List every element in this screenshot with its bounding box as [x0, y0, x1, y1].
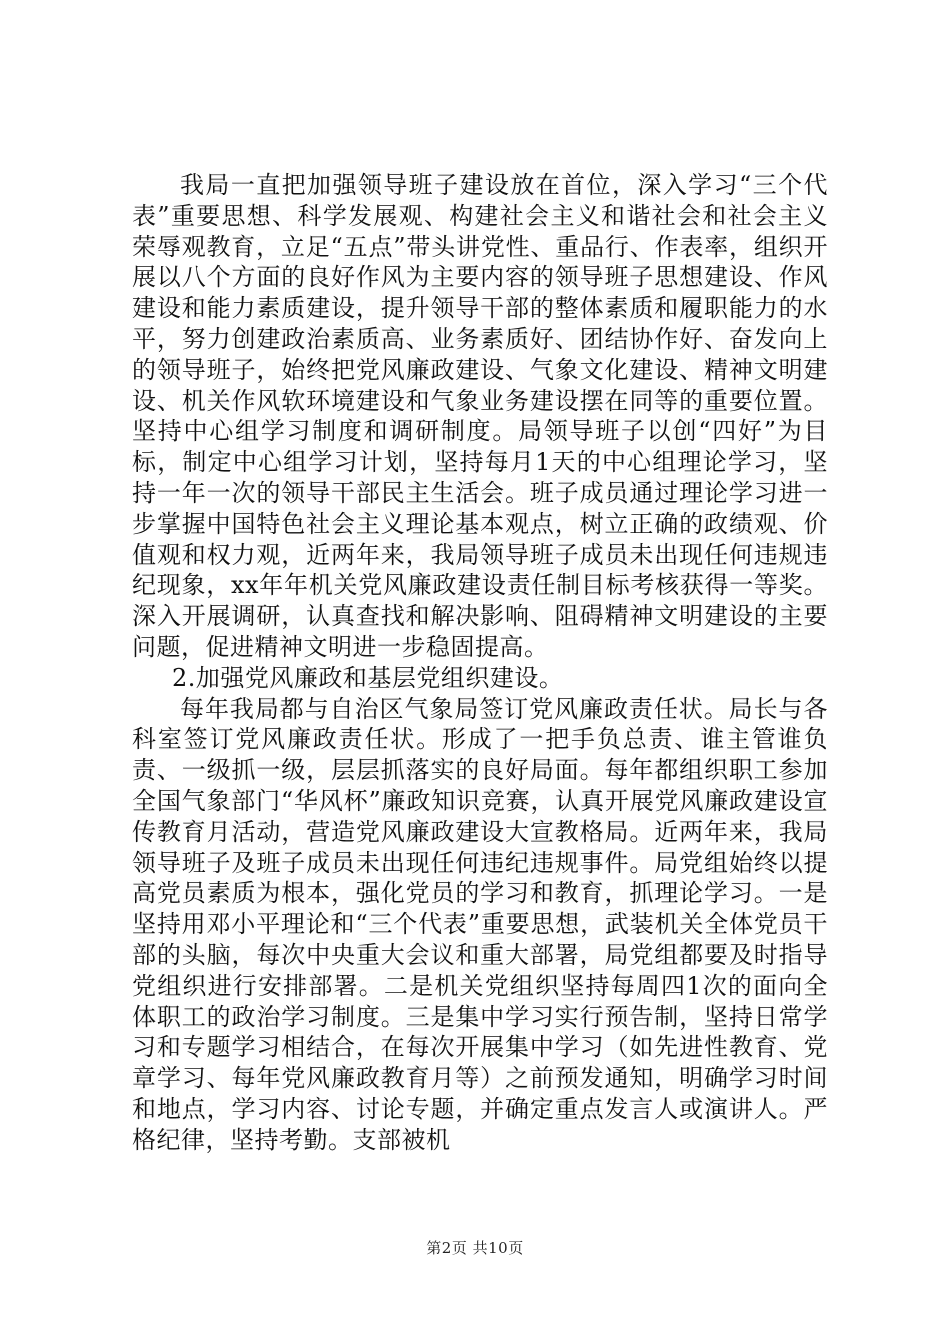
document-body [132, 170, 828, 1156]
page-number-footer: 第2页 共10页 [426, 1239, 524, 1257]
section-heading-party-building: 2.加强党风廉政和基层党组织建设。 [172, 663, 564, 692]
paragraph-leadership: 我局一直把加强领导班子建设放在首位，深入学习“三个代表”重要思想、科学发展观、构建社会主义和谐社会和社会主义荣辱观教育，立足“五点”带头讲党性、重品行、作表率，组织开展以八个方面的良好作风为主要内容的领导班子思想建设、作风建设和能力素质建设，提升领导干部的整体素质和履职能力的水平，努力创建政治素质高、业务素质好、团结协作好、奋发向上的领导班子，始终把党风廉政建设、气象文化建设、精神文明建设、机关作风软环境建设和气象业务建设摆在同等的重要位置。坚持中心组学习制度和调研制度。局领导班子以创“四好”为目标，制定中心组学习计划，坚持每月1天的中心组理论学习，坚持一年一次的领导干部民主生活会。班子成员通过理论学习进一步掌握中国特色社会主义理论基本观点，树立正确的政绩观、价值观和权力观，近两年来，我局领导班子成员未出现任何违规违纪现象，xx年年机关党风廉政建设责任制目标考核获得一等奖。深入开展调研，认真查找和解决影响、阻碍精神文明建设的主要问题，促进精神文明进一步稳固提高。 [132, 171, 828, 661]
paragraph-party-conduct: 每年我局都与自治区气象局签订党风廉政责任状。局长与各科室签订党风廉政责任状。形成了一把手负总责、谁主管谁负责、一级抓一级，层层抓落实的良好局面。每年都组织职工参加全国气象部门“华风杯”廉政知识竞赛，认真开展党风廉政建设宣传教育月活动，营造党风廉政建设大宣教格局。近两年来，我局领导班子及班子成员未出现任何违纪违规事件。局党组始终以提高党员素质为根本，强化党员的学习和教育，抓理论学习。一是坚持用邓小平理论和“三个代表”重要思想，武装机关全体党员干部的头脑，每次中央重大会议和重大部署，局党组都要及时指导党组织进行安排部署。二是机关党组织坚持每周四1次的面向全体职工的政治学习制度。三是集中学习实行预告制，坚持日常学习和专题学习相结合，在每次开展集中学习（如先进性教育、党章学习、每年党风廉政教育月等）之前预发通知，明确学习时间和地点，学习内容、讨论专题，并确定重点发言人或演讲人。严格纪律，坚持考勤。支部被机 [132, 694, 828, 1154]
